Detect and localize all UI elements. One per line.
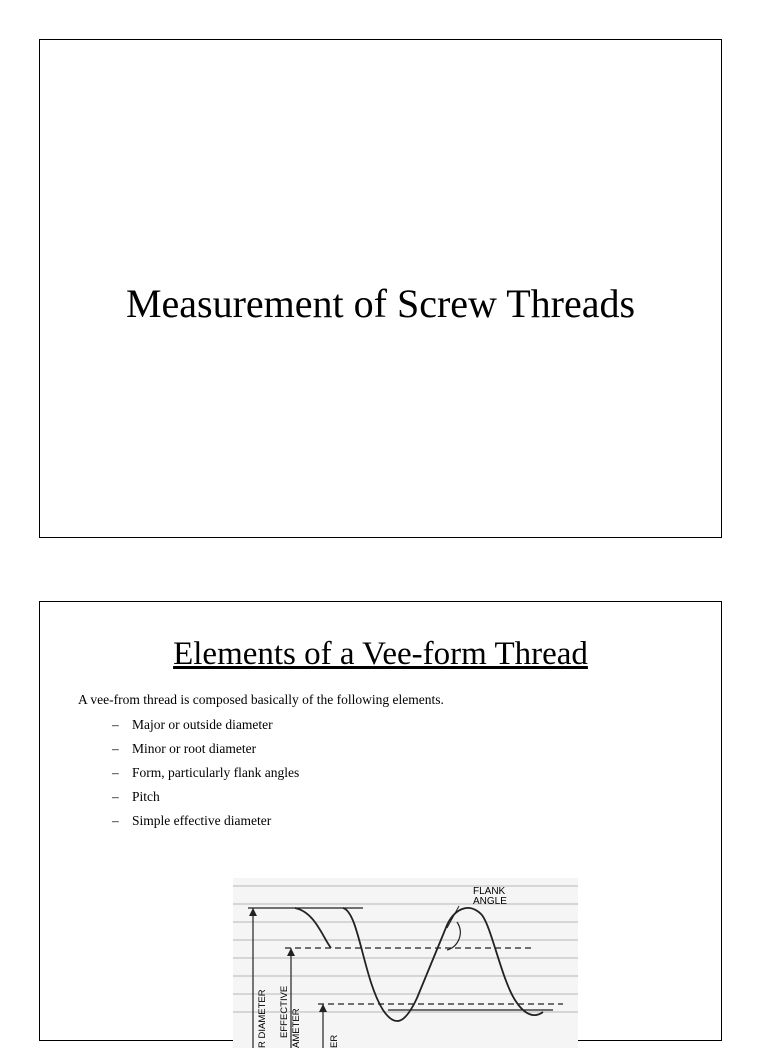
thread-diagram-image [233,878,578,1048]
bullet-text: Pitch [132,789,160,804]
list-item [112,811,299,835]
flank-label: FLANK [473,886,506,897]
minor-diameter-label: ER [329,1034,340,1048]
list-item [112,715,299,739]
effective-label: EFFECTIVE [279,985,290,1038]
list-item [112,763,299,787]
bullet-text: Minor or root diameter [132,741,257,756]
slide-title: Measurement of Screw Threads [125,281,636,326]
effective-diameter-label: AMETER [291,1008,302,1048]
angle-label: ANGLE [473,896,507,907]
major-diameter-label: R DIAMETER [257,989,268,1048]
bullet-text: Major or outside diameter [132,717,273,732]
thread-diagram [233,878,578,1048]
content-slide [39,601,722,1048]
intro-text: A vee-from thread is composed basically of the following elements. [78,692,444,707]
slide-heading: Elements of a Vee-form Thread [173,636,588,672]
bullet-list [112,715,299,835]
bullet-dash: – [112,813,119,828]
bullet-dash: – [112,789,119,804]
list-item [112,739,299,763]
bullet-dash: – [112,765,119,780]
bullet-dash: – [112,741,119,756]
bullet-dash: – [112,717,119,732]
bullet-text: Simple effective diameter [132,813,272,828]
bullet-text: Form, particularly flank angles [132,765,300,780]
list-item [112,787,299,811]
title-slide [39,39,722,538]
